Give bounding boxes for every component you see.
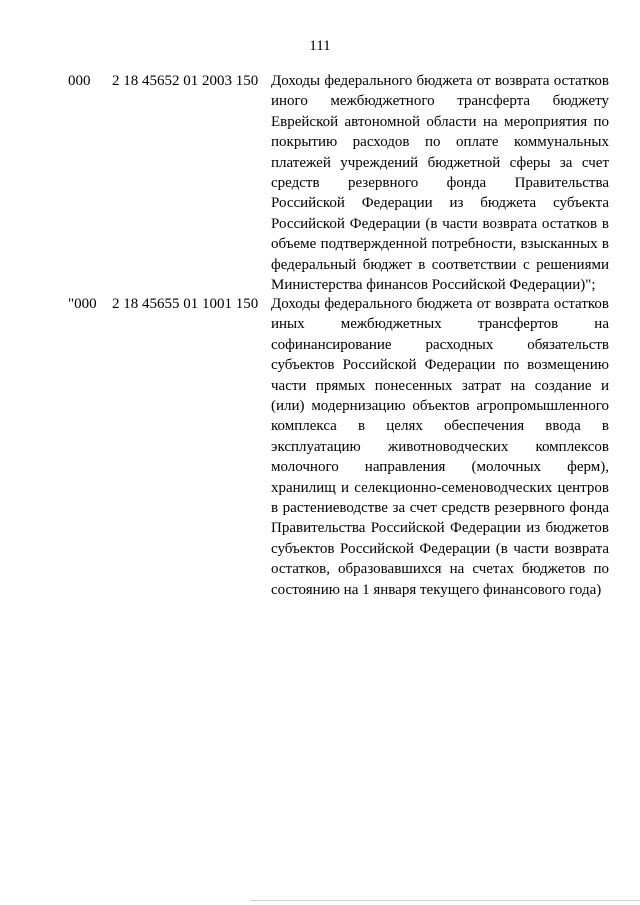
- revenue-description: Доходы федерального бюджета от возврата остатков иных межбюджетных трансфертов на софинансирование расходных обязательств субъектов Российской Федерации по возмещению части прямых понесенных затрат на создание и (или) модернизацию объектов агропромышленного комплекса в целях обеспечения ввода в эксплуатацию животноводческих комплексов молочного направления (молочных ферм), хранилищ и селекционно-семеноводческих центров в растениеводстве за счет средств резервного фонда Правительства Российской Федерации из бюджетов субъектов Российской Федерации (в части возврата остатков, образовавшихся на счетах бюджетов по состоянию на 1 января текущего финансового года): [271, 296, 609, 598]
- scan-edge-line: [250, 900, 640, 901]
- administrator-code: 000: [68, 73, 91, 89]
- revenue-description: Доходы федерального бюджета от возврата остатков иного межбюджетного трансферта бюджету Еврейской автономной области на мероприятия по покрытию расходов по оплате коммунальных платежей учреждений бюджетной сферы за счет средств резервного фонда Правительства Российской Федерации из бюджета субъекта Российской Федерации (в части возврата остатков в объеме подтвержденной потребности, взысканных в федеральный бюджет в соответствии с решениями Министерства финансов Российской Федерации)";: [271, 73, 609, 294]
- budget-classification-code: 2 18 45652 01 2003 150: [112, 73, 259, 89]
- page-number: 111: [309, 38, 331, 54]
- administrator-code: "000: [68, 296, 97, 312]
- budget-classification-code: 2 18 45655 01 1001 150: [112, 296, 259, 312]
